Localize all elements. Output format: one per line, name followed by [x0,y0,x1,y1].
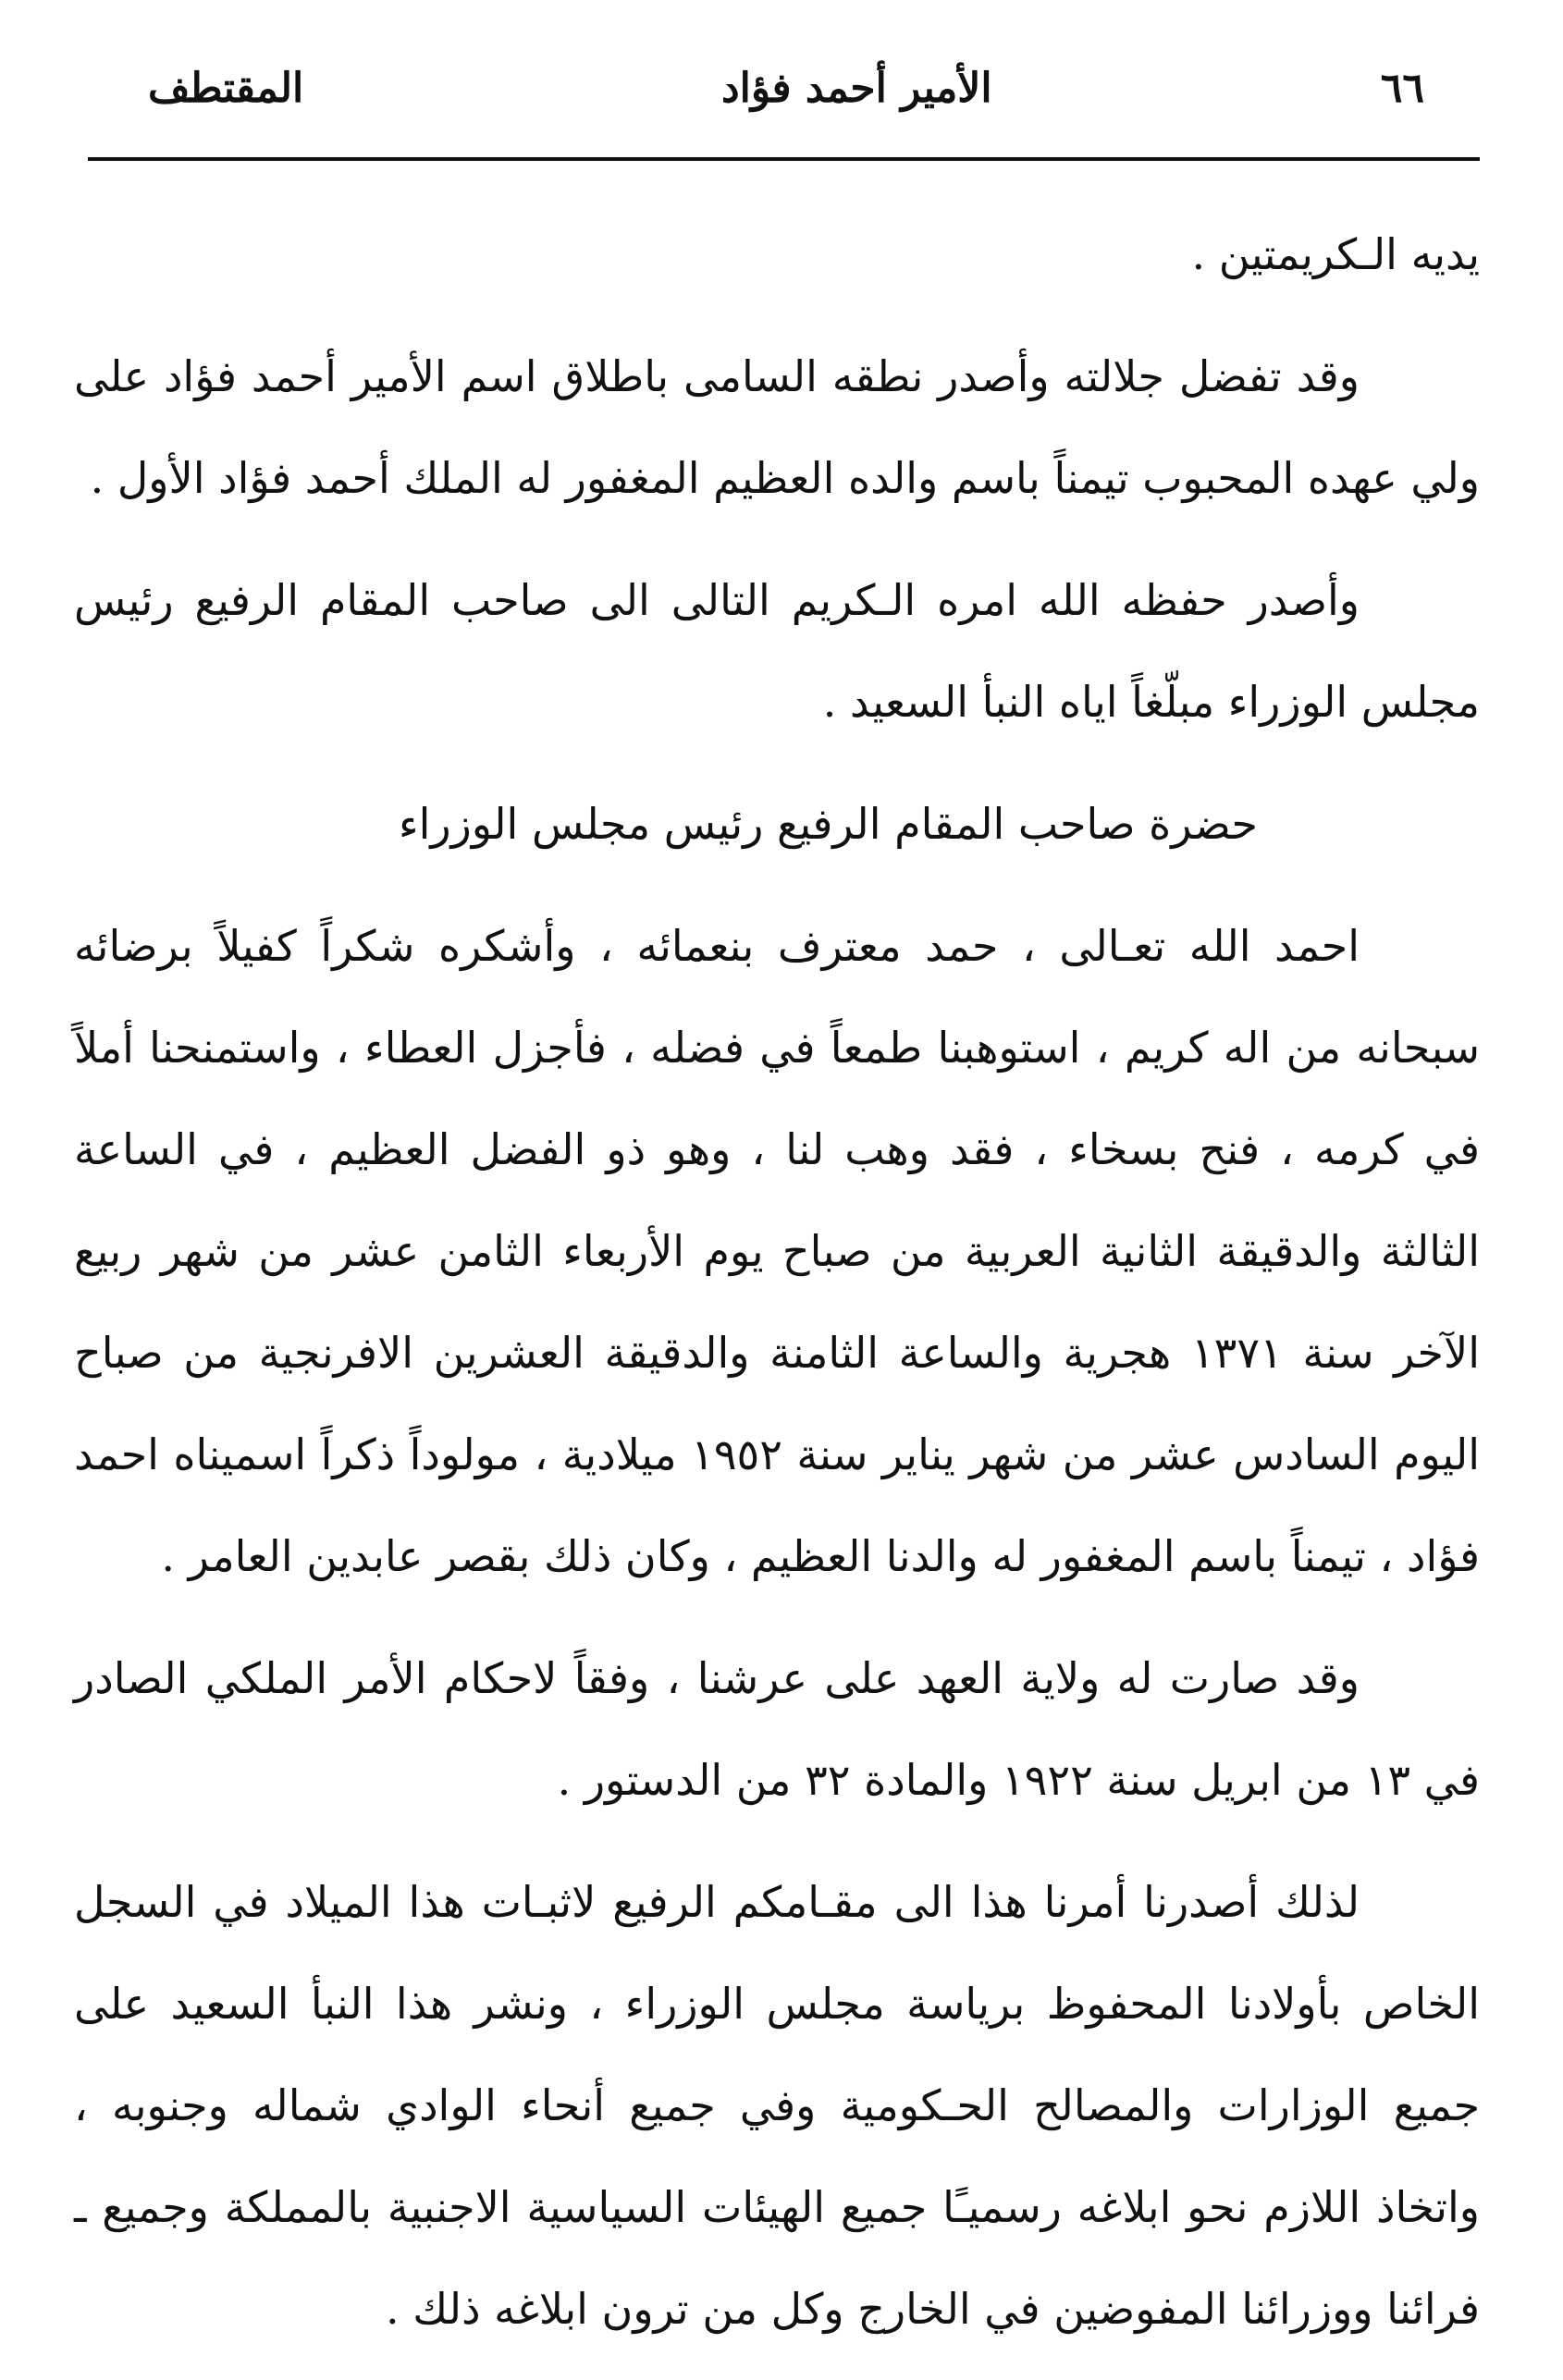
running-head [74,55,1489,129]
header-rule [88,157,1480,161]
paragraph-royal-order-intro: وأصدر حفظه الله امره الـكريم التالى الى صاحب المقام الرفيع رئيس مجلس الوزراء مبلّغاً اياه النبأ السعيد . [74,575,1480,727]
letter-address: حضرة صاحب المقام الرفيع رئيس مجلس الوزراء [398,799,1258,849]
paragraph-birth-announcement: احمد الله تعـالى ، حمد معترف بنعمائه ، وأشكره شكراً كفيلاً برضائه سبحانه من اله كريم ، استوهبنا طمعاً في فضله ، فأجزل العطاء ، واستمنحنا أملاً في كرمه ، فنح بسخاء ، فقد وهب لنا ، وهو ذو الفضل العظيم ، في الساعة الثالثة والدقيقة الثانية العربية من صباح يوم الأربعاء الثامن عشر من شهر ربيع الآخر سنة ١٣٧١ هجرية والساعة الثامنة والدقيقة العشرين الافرنجية من صباح اليوم السادس عشر من شهر يناير سنة ١٩٥٢ ميلادية ، مولوداً ذكراً اسميناه احمد فؤاد ، تيمناً باسم المغفور له والدنا العظيم ، وكان ذلك بقصر عابدين العامر . [74,921,1480,1581]
journal-name: المقتطف [148,65,304,112]
paragraph-continuation: يديه الـكريمتين . [1191,229,1480,279]
page-number: ٦٦ [1380,65,1424,112]
body-text [74,203,1480,2380]
paragraph-registration-order: لذلك أصدرنا أمرنا هذا الى مقـامكم الرفيع لاثبـات هذا الميلاد في السجل الخاص بأولادنا المحفوظ برياسة مجلس الوزراء ، ونشر هذا النبأ السعيد على جميع الوزارات والمصالح الحـكومية وفي جميع أنحاء الوادي شماله وجنوبه ، واتخاذ اللازم نحو ابلاغه رسميـًا جميع الهيئات السياسية الاجنبية بالمملكة وجميع ـ فرائنا ووزرائنا المفوضين في الخارج وكل من ترون ابلاغه ذلك . [74,1877,1480,2334]
paragraph-title-announcement: وقد تفضل جلالته وأصدر نطقه السامى باطلاق اسم الأمير أحمد فؤاد على ولي عهده المحبوب تيمناً باسم والده العظيم المغفور له الملك أحمد فؤاد الأول . [74,351,1480,503]
paragraph-crown-prince: وقد صارت له ولاية العهد على عرشنا ، وفقاً لاحكام الأمر الملكي الصادر في ١٣ من ابريل سنة ١٩٢٢ والمادة ٣٢ من الدستور . [74,1653,1480,1805]
article-title: الأمير أحمد فؤاد [721,65,992,112]
